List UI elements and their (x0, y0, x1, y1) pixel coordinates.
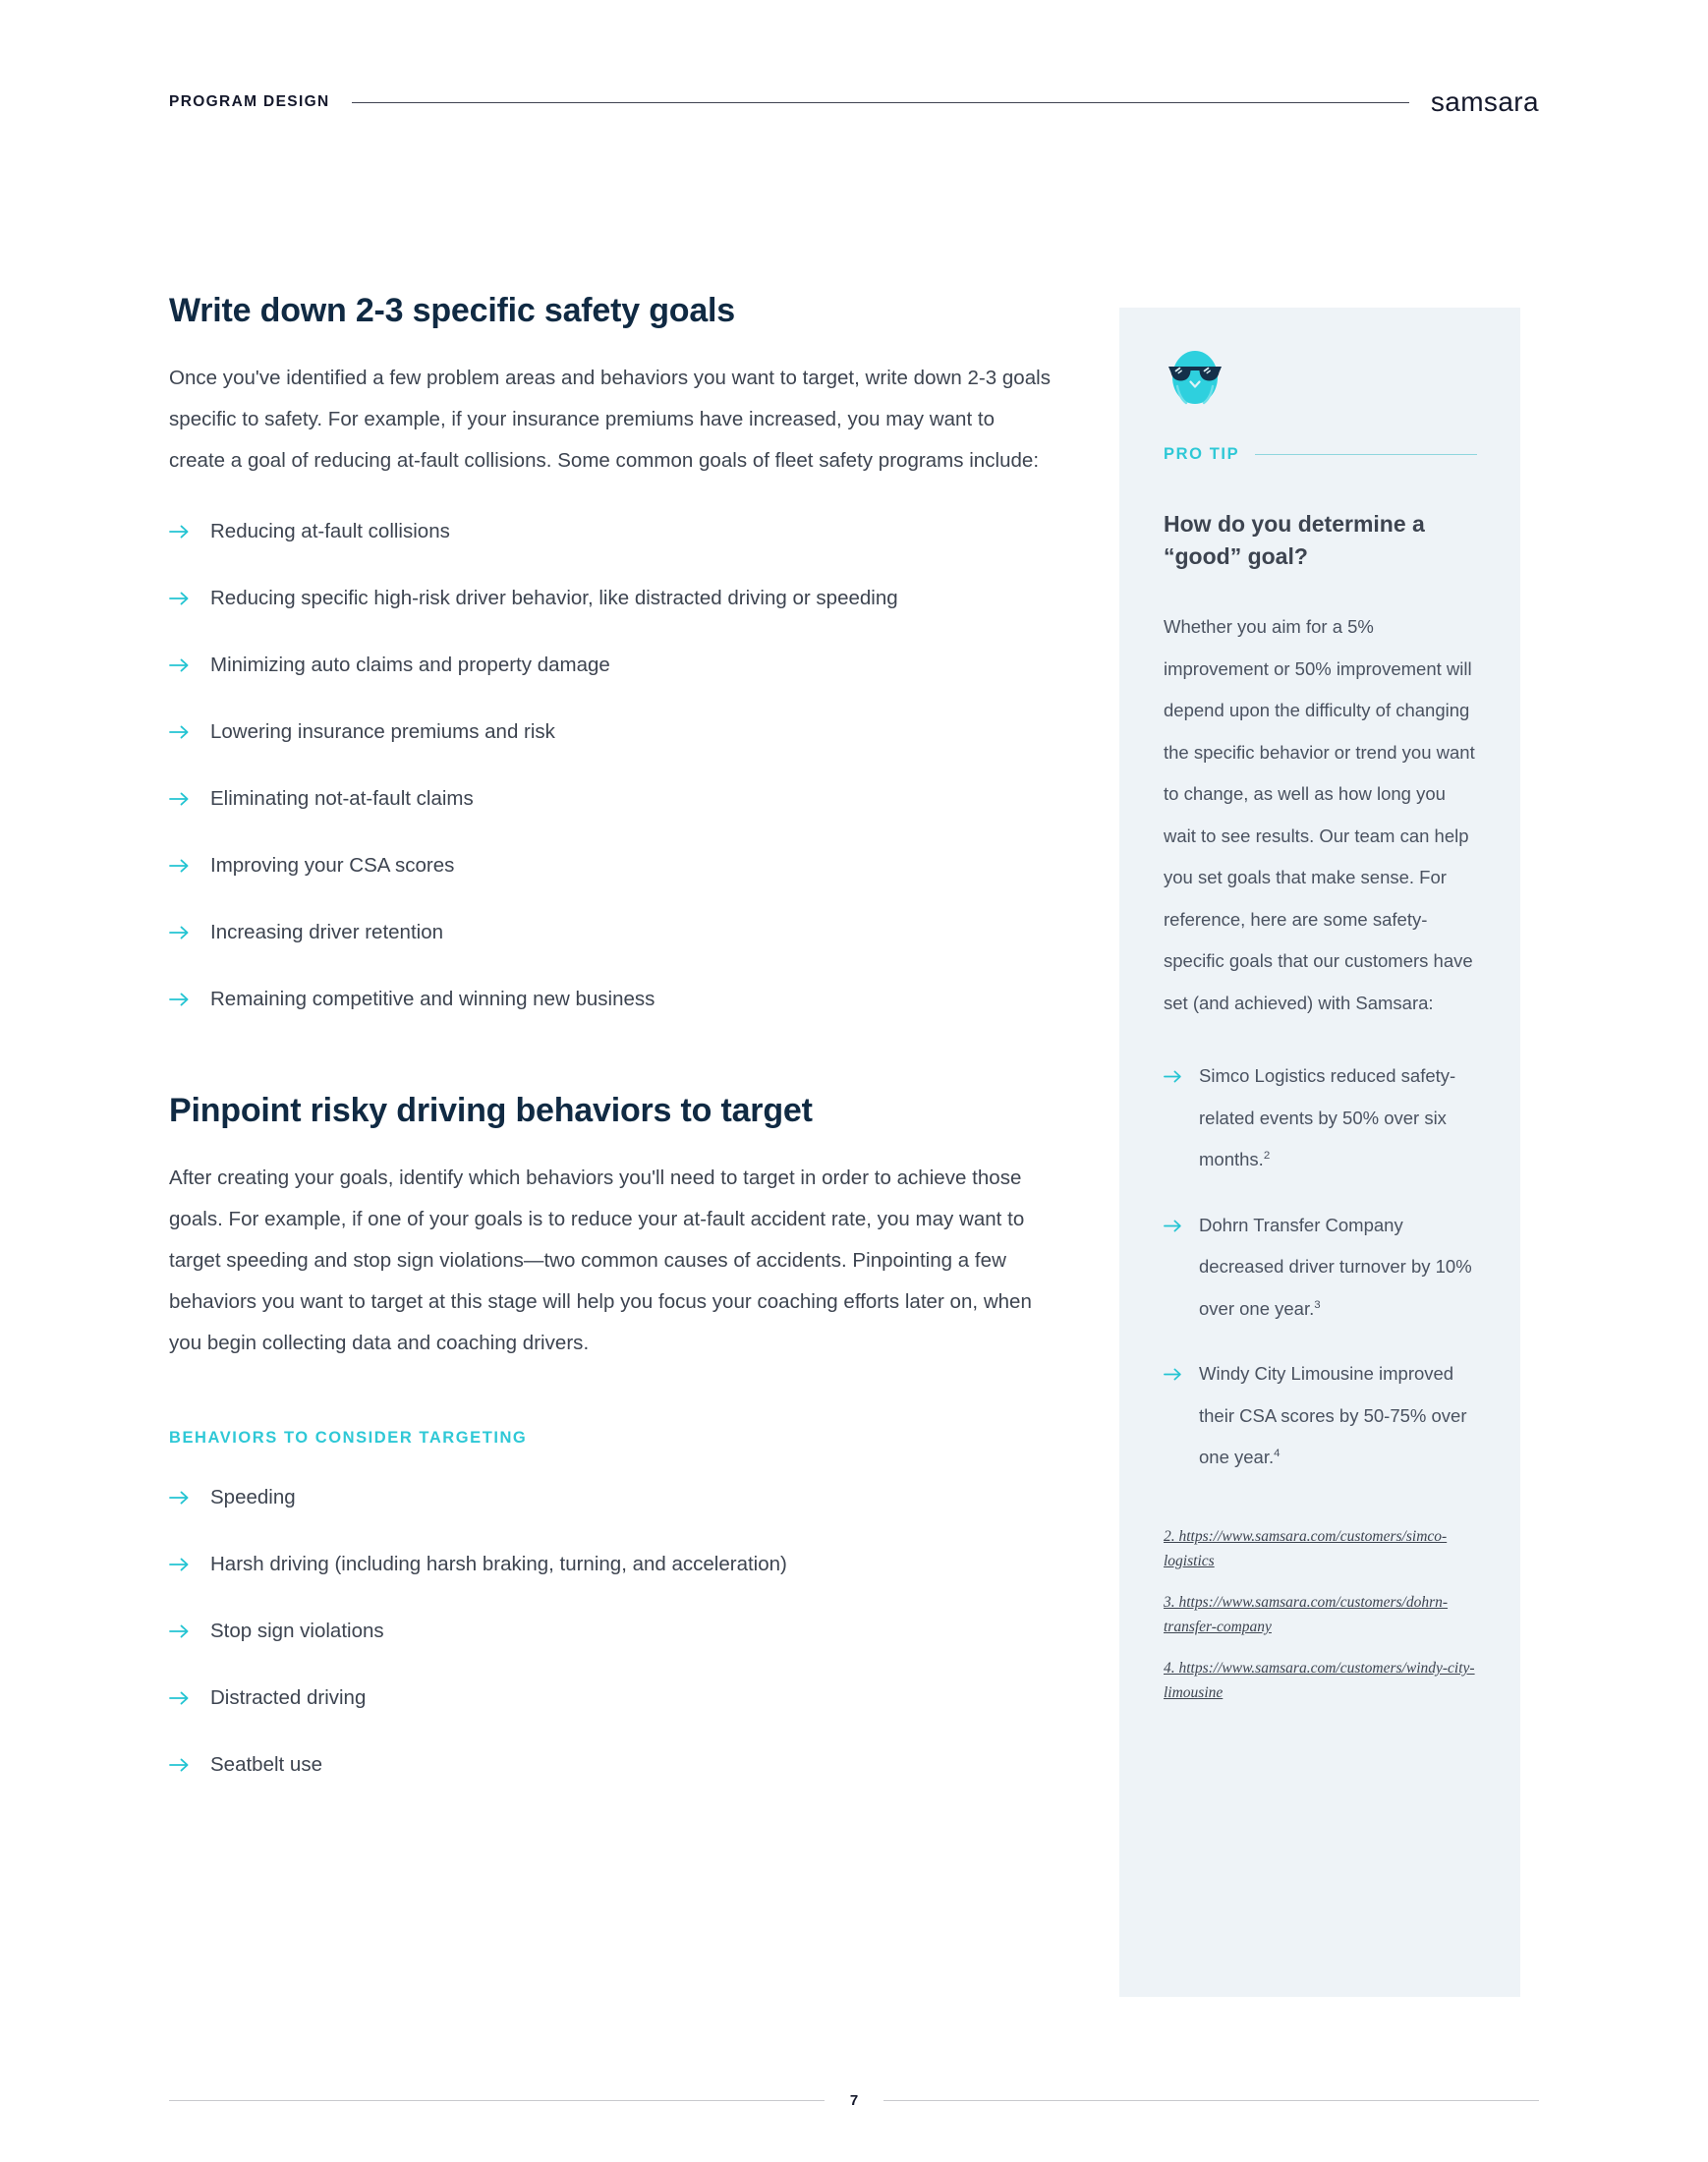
page-footer (169, 2092, 1539, 2109)
list-item-label: Remaining competitive and winning new business (210, 988, 655, 1011)
section-two-bullet-list (169, 1477, 1053, 1786)
list-item-label: Minimizing auto claims and property damage (210, 654, 610, 677)
list-item (1164, 1353, 1477, 1479)
list-item-label: Dohrn Transfer Company decreased driver turnover by 10% over one year. (1199, 1214, 1472, 1319)
header-divider (352, 102, 1409, 103)
footnote-ref: 4 (1274, 1448, 1281, 1460)
section-one-bullet-list (169, 511, 1053, 1020)
arrow-right-icon (169, 912, 195, 953)
list-item (169, 979, 1053, 1020)
footer-divider-right (883, 2100, 1539, 2101)
arrow-right-icon (1164, 1353, 1185, 1395)
section-one-title: Write down 2-3 specific safety goals (169, 292, 736, 329)
arrow-right-icon (169, 1611, 195, 1652)
list-item-label: Distracted driving (210, 1685, 367, 1709)
arrow-right-icon (169, 711, 195, 753)
arrow-right-icon (169, 578, 195, 619)
sidebar-paragraph: Whether you aim for a 5% improvement or 50% improvement will depend upon the difficulty of changing the specific behavior or trend you want to change, as well as how long you wait to see results. Our team can help you set goals that make sense. For reference, here are some safety-specific goals that our customers have set (and achieved) with Samsara: (1164, 616, 1475, 1013)
footnote-ref: 3 (1314, 1298, 1321, 1311)
list-item (169, 912, 1053, 953)
list-item-label: Reducing specific high-risk driver behavior, like distracted driving or speeding (210, 587, 898, 610)
list-item-label: Seatbelt use (210, 1752, 322, 1776)
list-item (169, 1477, 1053, 1518)
citation-link[interactable]: 2. https://www.samsara.com/customers/simco-logistics (1164, 1527, 1448, 1569)
list-item-label: Increasing driver retention (210, 921, 444, 944)
pro-tip-label: PRO TIP (1164, 445, 1240, 463)
arrow-right-icon (1164, 1205, 1185, 1247)
arrow-right-icon (169, 845, 195, 886)
arrow-right-icon (169, 511, 195, 552)
footnote-ref: 2 (1263, 1150, 1271, 1163)
list-item (169, 511, 1053, 552)
main-content-column (169, 291, 1053, 1786)
header-kicker: PROGRAM DESIGN (169, 93, 330, 110)
arrow-right-icon (169, 1544, 195, 1585)
pro-tip-label-row (1164, 445, 1477, 464)
list-item-label: Reducing at-fault collisions (210, 520, 450, 543)
page-number: 7 (849, 2092, 859, 2109)
arrow-right-icon (169, 979, 195, 1020)
list-item (169, 1744, 1053, 1786)
arrow-right-icon (1164, 1055, 1185, 1098)
sidebar-heading: How do you determine a “good” goal? (1164, 511, 1425, 569)
list-item (169, 1678, 1053, 1719)
pro-tip-divider (1255, 454, 1477, 455)
arrow-right-icon (169, 645, 195, 686)
citation-link[interactable]: 4. https://www.samsara.com/customers/windy-city-limousine (1164, 1659, 1475, 1701)
samsara-logo: samsara (1430, 86, 1539, 117)
citation-list (1164, 1524, 1477, 1705)
list-item (169, 778, 1053, 820)
list-item-label: Harsh driving (including harsh braking, turning, and acceleration) (210, 1552, 787, 1575)
arrow-right-icon (169, 778, 195, 820)
list-item (169, 578, 1053, 619)
cool-face-sunglasses-icon (1164, 345, 1226, 408)
list-item-label: Speeding (210, 1485, 296, 1508)
list-item (1164, 1205, 1477, 1331)
section-two-paragraph: After creating your goals, identify which behaviors you'll need to target in order to achieve those goals. For example, if one of your goals is to reduce your at-fault accident rate, you may want to target speeding and stop sign violations—two common causes of accidents. Pinpointing a few behaviors you want to target at this stage will help you focus your coaching efforts later on, when you begin collecting data and coaching drivers. (169, 1166, 1032, 1354)
arrow-right-icon (169, 1477, 195, 1518)
arrow-right-icon (169, 1678, 195, 1719)
sidebar-bullet-list (1164, 1055, 1477, 1479)
list-item-label: Eliminating not-at-fault claims (210, 787, 474, 811)
list-item (1164, 1055, 1477, 1181)
list-item-label: Windy City Limousine improved their CSA scores by 50-75% over one year. (1199, 1363, 1467, 1468)
list-item (169, 845, 1053, 886)
list-item-label: Stop sign violations (210, 1619, 384, 1642)
section-two-title: Pinpoint risky driving behaviors to target (169, 1092, 813, 1130)
footer-divider-left (169, 2100, 825, 2101)
arrow-right-icon (169, 1744, 195, 1786)
list-item (169, 645, 1053, 686)
list-item (169, 1611, 1053, 1652)
citation-link[interactable]: 3. https://www.samsara.com/customers/dohrn-transfer-company (1164, 1593, 1449, 1635)
section-one-paragraph: Once you've identified a few problem areas and behaviors you want to target, write down 2-3 goals specific to safety. For example, if your insurance premiums have increased, you may want to create a goal of reducing at-fault collisions. Some common goals of fleet safety programs include: (169, 367, 1051, 473)
list-item (169, 711, 1053, 753)
list-item-label: Improving your CSA scores (210, 854, 455, 878)
list-item (169, 1544, 1053, 1585)
behaviors-eyebrow-label: BEHAVIORS TO CONSIDER TARGETING (169, 1428, 528, 1447)
list-item-label: Simco Logistics reduced safety-related events by 50% over six months. (1199, 1065, 1456, 1170)
page-header (169, 86, 1539, 118)
list-item-label: Lowering insurance premiums and risk (210, 720, 555, 744)
pro-tip-sidebar (1119, 308, 1520, 1997)
